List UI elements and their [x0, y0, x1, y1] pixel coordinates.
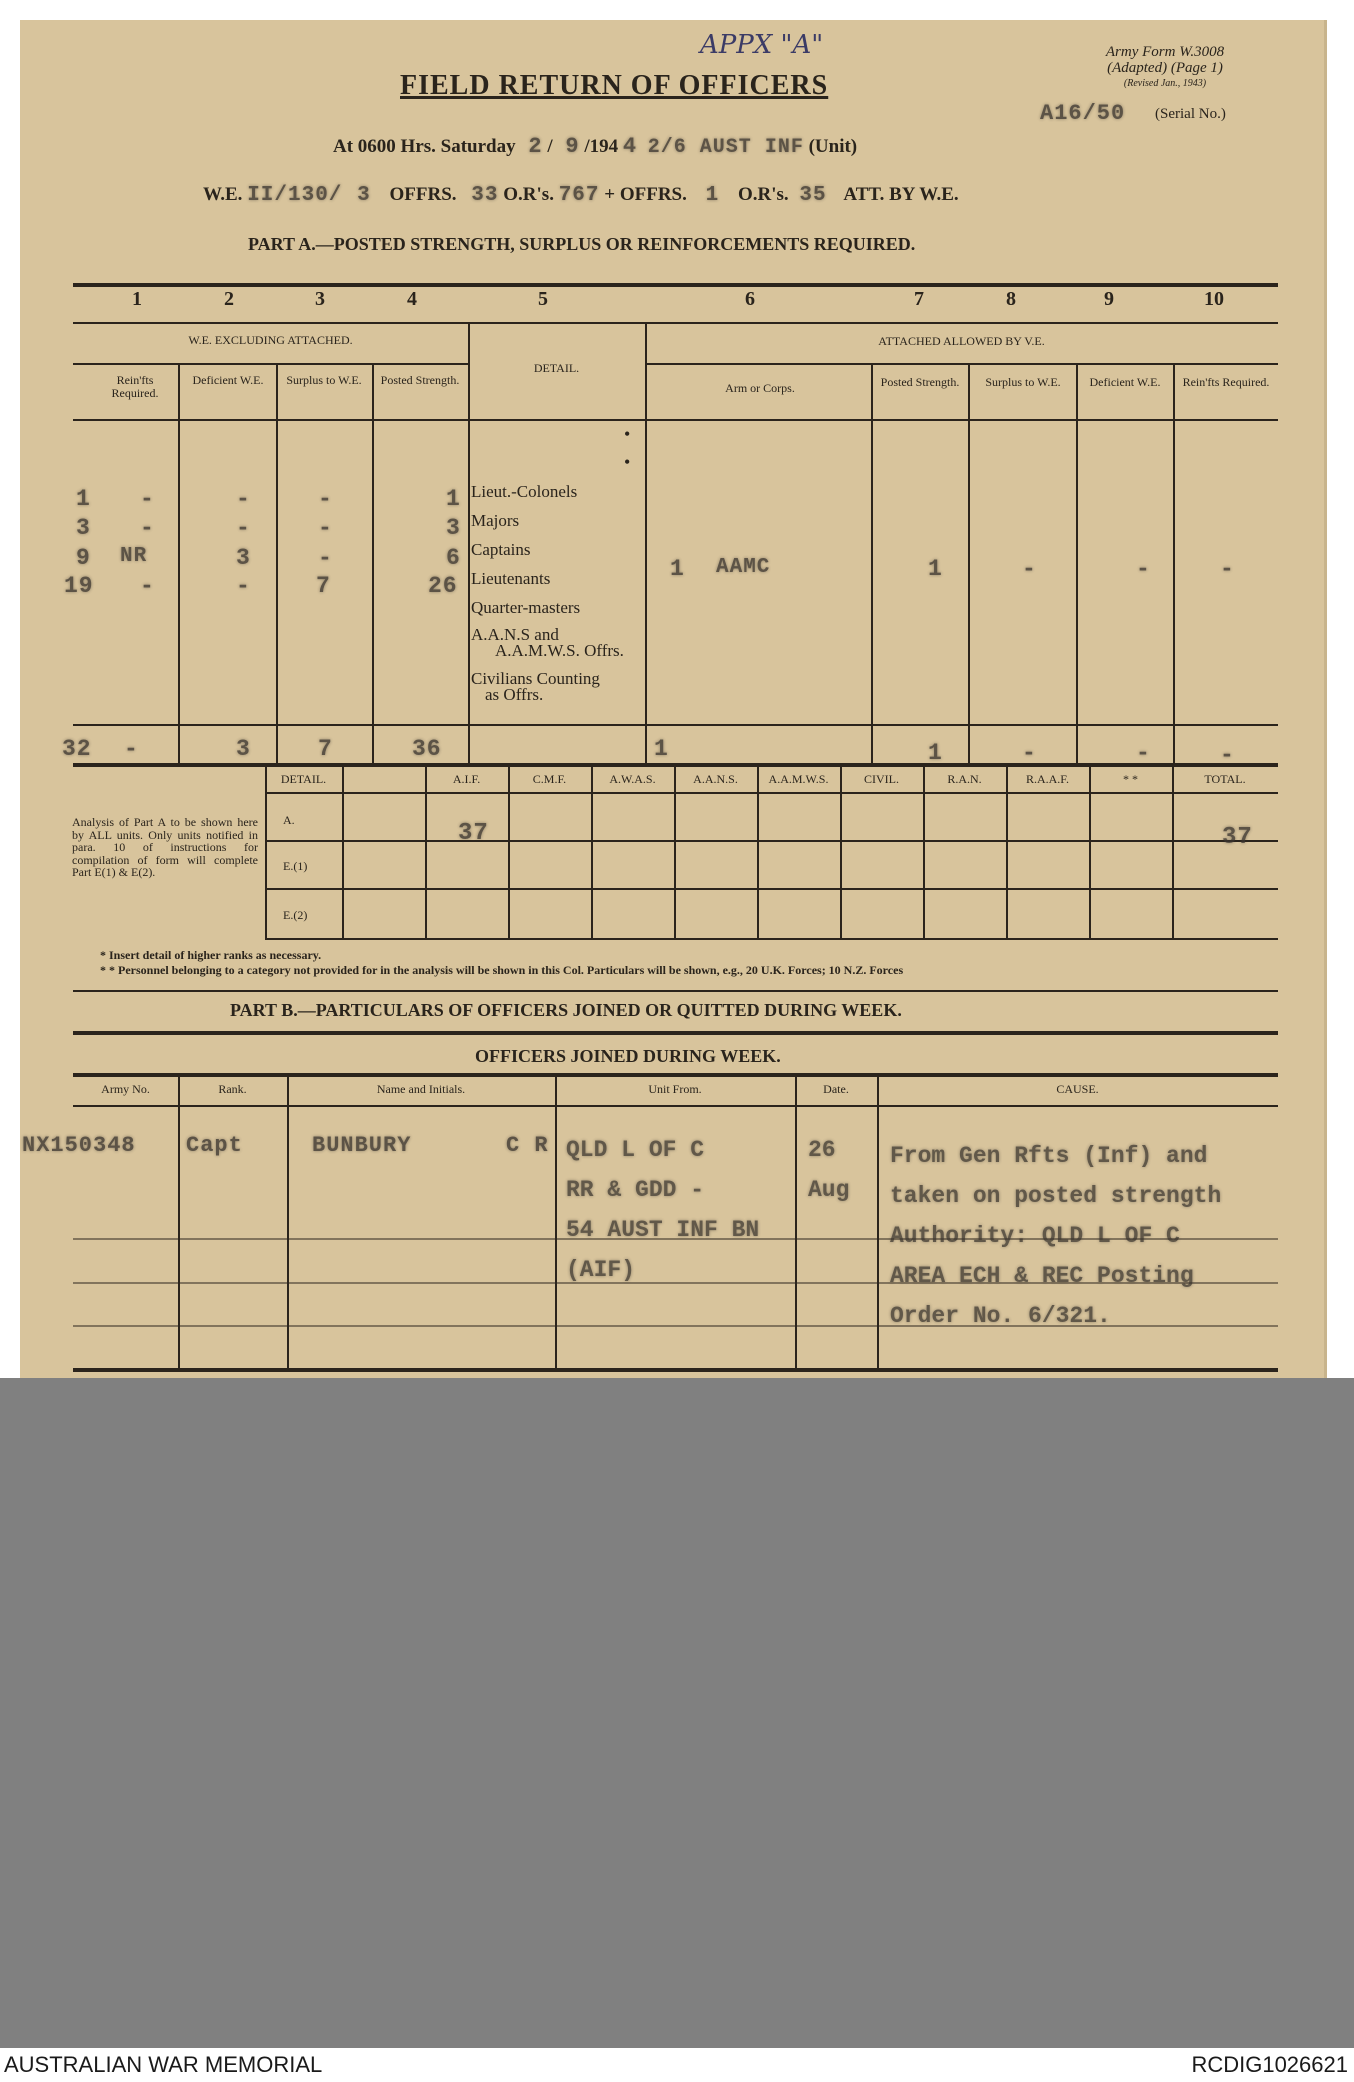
analysis-header-other: * *	[1123, 772, 1138, 786]
reinfts-value: 9	[76, 545, 91, 571]
col-line	[840, 763, 842, 938]
date-line: 26	[808, 1137, 836, 1163]
rule	[73, 1368, 1278, 1372]
detail-header: DETAIL.	[533, 361, 580, 375]
col-line	[468, 322, 470, 763]
analysis-header-aans: A.A.N.S.	[693, 772, 738, 786]
footer-bar	[0, 2048, 1354, 2082]
we-label: W.E.	[203, 184, 243, 205]
footer-right: RCDIG1026621	[1191, 2052, 1348, 2077]
posted-value: 6	[446, 545, 461, 571]
col-line	[923, 763, 925, 938]
total-att-posted: 1	[928, 740, 943, 766]
rule	[73, 763, 1278, 767]
deficient2-header: Deficient W.E.	[1089, 375, 1161, 389]
col-line	[1172, 763, 1174, 938]
date-line: Aug	[808, 1177, 850, 1203]
unit-label: (Unit)	[808, 136, 858, 157]
col-line	[795, 1075, 797, 1371]
detail-quartermasters: Quarter-masters	[471, 598, 581, 617]
detail-civilians: Civilians Counting	[471, 669, 600, 688]
rule	[73, 990, 1278, 992]
cause-line: From Gen Rfts (Inf) and	[890, 1143, 1208, 1169]
date-month: 9	[565, 134, 580, 159]
cause-line: Order No. 6/321.	[890, 1303, 1111, 1329]
reinfts-value: 3	[76, 515, 91, 541]
rule	[73, 1073, 1278, 1077]
joined-header-name: Name and Initials.	[376, 1082, 466, 1096]
joined-army-no: NX150348	[22, 1133, 136, 1158]
asterisk-dot: •	[624, 424, 631, 444]
rule	[73, 283, 1278, 287]
joined-header-cause: CAUSE.	[1056, 1082, 1099, 1096]
joined-cause	[890, 1136, 1290, 1336]
surplus-value: -	[318, 515, 333, 541]
rule	[73, 1031, 1278, 1035]
detail-aamws: A.A.M.W.S. Offrs.	[495, 641, 624, 660]
reinfts-dash: -	[140, 515, 155, 541]
unit-line: (AIF)	[566, 1257, 636, 1283]
footnote-2: * * Personnel belonging to a category not provided for in the analysis will be shown in this Col. Particulars will be shown, e.g., 20 U.K. Forces; 10 N.Z. Forces	[100, 963, 904, 977]
col-line	[968, 363, 970, 763]
analysis-header-awas: A.W.A.S.	[609, 772, 656, 786]
rule	[73, 363, 468, 365]
col-line	[265, 763, 267, 938]
col-line	[871, 363, 873, 763]
analysis-total-value: 37	[1222, 824, 1253, 851]
we-value: II/130/	[247, 184, 343, 207]
total-posted: 36	[412, 736, 442, 762]
detail-as-offrs: as Offrs.	[485, 685, 544, 704]
total-deficient: 3	[236, 736, 251, 762]
offrs-value: 33	[471, 184, 499, 207]
col-number: 7	[914, 288, 924, 310]
col-line	[276, 363, 278, 763]
form-id-line1: Army Form W.3008	[1105, 44, 1225, 60]
attached-header: ATTACHED ALLOWED BY V.E.	[878, 334, 1045, 348]
joined-header-unit: Unit From.	[648, 1082, 702, 1096]
deficient-value: -	[236, 515, 251, 541]
surplus-value: -	[318, 545, 333, 571]
form-id-line3: (Revised Jan., 1943)	[1123, 78, 1207, 89]
joined-header-rank: Rank.	[218, 1082, 247, 1096]
col-line	[508, 763, 510, 938]
attached-posted: 1	[928, 556, 943, 582]
we-line	[203, 184, 959, 207]
reinfts-header: Rein'fts Required.	[111, 373, 159, 400]
asterisk-dot: •	[624, 452, 631, 472]
attached-reinfts: -	[1220, 556, 1235, 582]
reinfts2-header: Rein'fts Required.	[1182, 375, 1270, 389]
reinfts-dash: -	[140, 573, 155, 599]
detail-lieutenants: Lieutenants	[471, 569, 551, 588]
col-number: 9	[1104, 288, 1114, 310]
detail-aans: A.A.N.S and	[471, 625, 559, 644]
joined-date	[808, 1130, 876, 1210]
surplus-value: 7	[316, 573, 331, 599]
joined-title: OFFICERS JOINED DURING WEEK.	[475, 1046, 781, 1066]
col-line	[591, 763, 593, 938]
handwritten-annotation: APPX "A"	[700, 30, 824, 60]
serial-label: (Serial No.)	[1155, 106, 1226, 122]
col-line	[372, 363, 374, 763]
col-line	[425, 763, 427, 938]
deficient-value: -	[236, 573, 251, 599]
rule	[73, 322, 1278, 324]
col-line	[645, 322, 647, 763]
date-year-prefix: /194	[584, 136, 619, 157]
joined-initials: C R	[506, 1133, 549, 1158]
rule	[645, 363, 1278, 365]
rule	[73, 419, 1278, 421]
rule	[265, 938, 1278, 940]
col-line	[877, 1075, 879, 1371]
total-att-surplus: -	[1022, 740, 1037, 766]
date-line	[333, 134, 857, 159]
plus-offrs-label: + OFFRS.	[604, 184, 687, 205]
scan-background	[0, 1378, 1354, 2048]
joined-name: BUNBURY	[312, 1133, 412, 1158]
col-number: 10	[1204, 288, 1224, 310]
total-reinfts-dash: -	[124, 736, 139, 762]
analysis-header-civil: CIVIL.	[864, 772, 899, 786]
attached-arm: AAMC	[716, 556, 771, 579]
attached-surplus: -	[1022, 556, 1037, 582]
unit-line: 54 AUST INF BN	[566, 1217, 760, 1243]
col-line	[555, 1075, 557, 1371]
col-line	[674, 763, 676, 938]
surplus-value: -	[318, 486, 333, 512]
date-year-digit: 4	[622, 134, 638, 159]
col-number: 6	[745, 288, 755, 310]
deficient-header: Deficient W.E.	[192, 373, 264, 387]
analysis-header-aamws: A.A.M.W.S.	[768, 772, 829, 786]
footnote-1: * Insert detail of higher ranks as necessary.	[100, 948, 322, 962]
rule	[265, 888, 1278, 890]
offrs-label: OFFRS.	[389, 184, 457, 205]
rule	[73, 1105, 1278, 1107]
date-day: 2	[528, 134, 543, 159]
posted2-header: Posted Strength.	[880, 375, 960, 389]
rule	[73, 724, 1278, 726]
joined-header-army-no: Army No.	[101, 1082, 150, 1096]
deficient-value: 3	[236, 545, 251, 571]
ors-value: 767	[558, 184, 600, 207]
rule	[265, 792, 1278, 794]
col-number: 5	[538, 288, 548, 310]
form-title: FIELD RETURN OF OFFICERS	[400, 70, 829, 101]
ors2-value: 35	[799, 184, 827, 207]
reinfts-dash: -	[140, 486, 155, 512]
joined-rank: Capt	[186, 1133, 243, 1158]
col-line	[287, 1075, 289, 1371]
col-line	[1006, 763, 1008, 938]
posted-value: 26	[428, 573, 458, 599]
col-number: 4	[407, 288, 417, 310]
part-a-title: PART A.—POSTED STRENGTH, SURPLUS OR REINFORCEMENTS REQUIRED.	[248, 234, 916, 254]
analysis-header-detail: DETAIL.	[280, 772, 327, 786]
cause-line: Authority: QLD L OF C	[890, 1223, 1180, 1249]
analysis-header-ran: R.A.N.	[947, 772, 982, 786]
col-line	[1173, 363, 1175, 763]
analysis-row-a: A.	[283, 813, 295, 827]
part-b-title: PART B.—PARTICULARS OF OFFICERS JOINED OR QUITTED DURING WEEK.	[230, 1000, 902, 1020]
reinfts-nr: NR	[120, 545, 148, 568]
ors2-label: O.R's.	[737, 184, 789, 205]
col-line	[757, 763, 759, 938]
unit-line: QLD L OF C	[566, 1137, 705, 1163]
total-att-count: 1	[654, 736, 669, 762]
attached-deficient: -	[1136, 556, 1151, 582]
total-att-deficient: -	[1136, 740, 1151, 766]
rule	[265, 840, 1278, 842]
date-sep: /	[547, 136, 553, 157]
footer-left: AUSTRALIAN WAR MEMORIAL	[4, 2052, 323, 2077]
detail-list	[471, 482, 643, 703]
form-id-line2: (Adapted) (Page 1)	[1107, 60, 1223, 76]
col-line	[342, 763, 344, 938]
analysis-row-e2: E.(2)	[283, 908, 308, 922]
reinfts-value: 1	[76, 486, 91, 512]
posted-value: 3	[446, 515, 461, 541]
cause-line: taken on posted strength	[890, 1183, 1222, 1209]
att-label: ATT. BY W.E.	[843, 184, 959, 205]
analysis-header-raaf: R.A.A.F.	[1025, 772, 1070, 786]
analysis-header-cmf: C.M.F.	[532, 772, 567, 786]
detail-lieut-colonels: Lieut.-Colonels	[471, 482, 578, 501]
attached-count: 1	[670, 556, 685, 582]
col-number: 1	[132, 288, 142, 310]
total-surplus: 7	[318, 736, 333, 762]
col-line	[178, 1075, 180, 1371]
col-number: 8	[1006, 288, 1016, 310]
analysis-aif-value: 37	[458, 820, 489, 847]
col-number: 3	[315, 288, 325, 310]
surplus2-header: Surplus to W.E.	[985, 375, 1061, 389]
deficient-value: -	[236, 486, 251, 512]
form-id	[1040, 44, 1290, 92]
we-excluding-header: W.E. EXCLUDING ATTACHED.	[188, 333, 353, 347]
arm-header: Arm or Corps.	[725, 381, 795, 395]
surplus-header: Surplus to W.E.	[286, 373, 362, 387]
serial-value: A16/50	[1040, 101, 1126, 126]
analysis-header-total: TOTAL.	[1204, 772, 1246, 786]
we-value2: 3	[357, 184, 371, 207]
col-number: 2	[224, 288, 234, 310]
total-reinfts: 32	[62, 736, 92, 762]
detail-captains: Captains	[471, 540, 531, 559]
unit-value: 2/6 AUST INF	[647, 136, 804, 159]
col-line	[1089, 763, 1091, 938]
cause-line: AREA ECH & REC Posting	[890, 1263, 1194, 1289]
ors-label: O.R's.	[503, 184, 554, 205]
reinfts-value: 19	[64, 573, 94, 599]
analysis-header-aif: A.I.F.	[452, 772, 481, 786]
joined-header-date: Date.	[823, 1082, 849, 1096]
total-att-reinfts: -	[1220, 742, 1235, 768]
posted-value: 1	[446, 486, 461, 512]
detail-majors: Majors	[471, 511, 520, 530]
col-line	[178, 363, 180, 763]
unit-line: RR & GDD -	[566, 1177, 705, 1203]
analysis-note: Analysis of Part A to be shown here by ALL units. Only units notified in para. 10 of instructions for compilation of form will complete Part E(1) & E(2).	[72, 815, 258, 879]
col-line	[1076, 363, 1078, 763]
analysis-row-e1: E.(1)	[283, 859, 308, 873]
date-prefix: At 0600 Hrs. Saturday	[333, 136, 516, 157]
plus-offrs-value: 1	[705, 184, 720, 207]
joined-unit-from	[566, 1130, 794, 1290]
posted-header: Posted Strength.	[380, 373, 460, 387]
